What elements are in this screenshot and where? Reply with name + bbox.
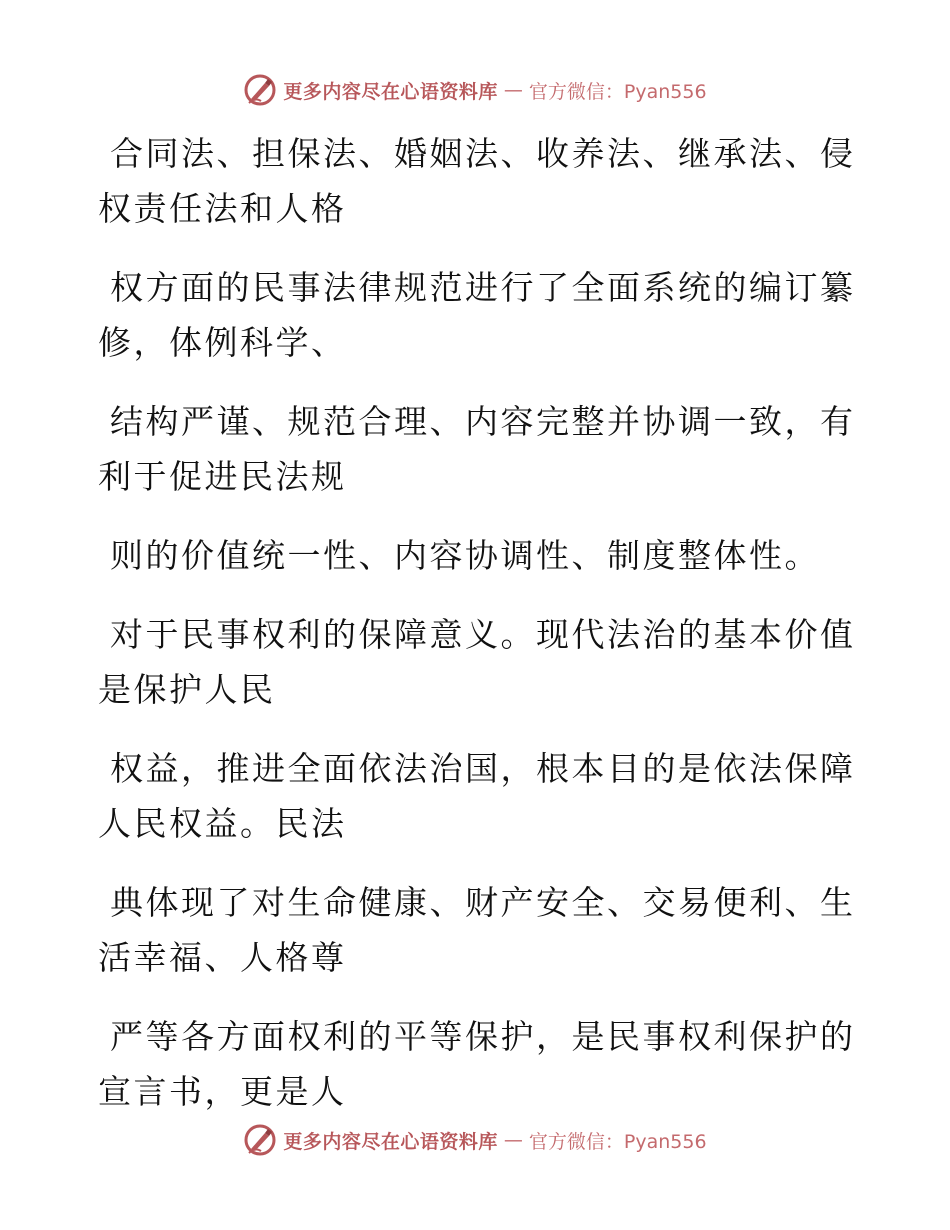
paragraph-line: 利于促进民法规 [98, 457, 347, 496]
paragraph-line: 修，体例科学、 [98, 323, 347, 362]
paragraph-line: 合同法、担保法、婚姻法、收养法、继承法、侵 [110, 134, 856, 173]
paragraph [98, 1009, 858, 1119]
banner-title: 更多内容尽在心语资料库 [283, 80, 498, 103]
pen-logo-icon [243, 73, 277, 107]
banner-wechat: 官方微信：Pyan556 [528, 80, 707, 103]
paragraph-line: 活幸福、人格尊 [98, 938, 347, 977]
banner-dash: — [503, 1129, 523, 1151]
paragraph [98, 607, 858, 717]
header-banner [0, 70, 950, 110]
paragraph [98, 260, 858, 370]
pen-logo-icon [243, 1123, 277, 1157]
banner-title: 更多内容尽在心语资料库 [283, 1130, 498, 1153]
paragraph [98, 126, 858, 236]
paragraph [98, 741, 858, 851]
banner-wechat: 官方微信：Pyan556 [528, 1130, 707, 1153]
paragraph-line: 权益，推进全面依法治国，根本目的是依法保障 [110, 749, 856, 788]
paragraph-line: 宣言书，更是人 [98, 1072, 347, 1111]
paragraph-line: 人民权益。民法 [98, 804, 347, 843]
paragraph-line: 是保护人民 [98, 670, 276, 709]
paragraph-line: 对于民事权利的保障意义。现代法治的基本价值 [110, 615, 856, 654]
document-body [98, 126, 858, 1143]
paragraph [98, 875, 858, 985]
paragraph-line: 权责任法和人格 [98, 189, 347, 228]
paragraph [98, 528, 858, 583]
paragraph [98, 394, 858, 504]
paragraph-line: 则的价值统一性、内容协调性、制度整体性。 [110, 536, 820, 575]
paragraph-line: 权方面的民事法律规范进行了全面系统的编订纂 [110, 268, 856, 307]
paragraph-line: 典体现了对生命健康、财产安全、交易便利、生 [110, 883, 856, 922]
paragraph-line: 严等各方面权利的平等保护，是民事权利保护的 [110, 1017, 856, 1056]
paragraph-line: 结构严谨、规范合理、内容完整并协调一致，有 [110, 402, 856, 441]
footer-banner [0, 1120, 950, 1160]
banner-dash: — [503, 79, 523, 101]
